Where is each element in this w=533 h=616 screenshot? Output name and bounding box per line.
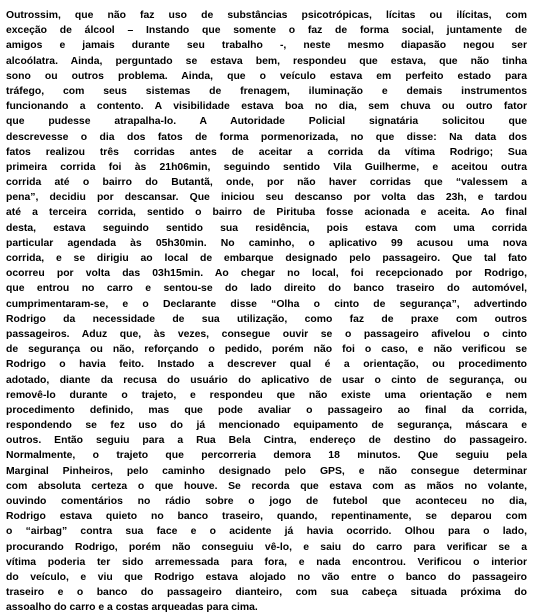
text-line: que pudesse atrapalha-lo. A Autoridade Policial signatária solicitou que xyxy=(6,116,527,128)
text-line: com absoluta certeza o que houve. Se recorda que estava com as mãos no volante, xyxy=(6,480,527,492)
text-line: Rodrigo o havia feito. Instado a descrever qual é a orientação, ou procedimento xyxy=(6,359,527,371)
text-line: descrevesse o dia dos fatos de forma pormenorizada, no que disse: Na data dos xyxy=(6,131,527,143)
text-line: tráfego, com seus sistemas de frenagem, iluminação e demais instrumentos xyxy=(6,85,527,97)
text-line: sono ou outros problema. Ainda, que o veículo estava em perfeito estado para xyxy=(6,70,527,82)
text-line: de segurança ou não, reforçando o pedido, porém não foi o caso, e não verificou se xyxy=(6,344,527,356)
text-line: respondendo se fez uso do já mencionado equipamento de segurança, máscara e xyxy=(6,420,527,432)
text-line: que entrou no carro e sentou-se do lado direito do banco traseiro do automóvel, xyxy=(6,283,527,295)
text-line: adotado, diante da recusa do usuário do aplicativo de usar o cinto de segurança, ou xyxy=(6,374,527,386)
text-line: removê-lo durante o trajeto, e respondeu que não existe uma orientação e nem xyxy=(6,389,527,401)
text-line: outros. Então seguiu para a Rua Bela Cintra, endereço de destino do passageiro. xyxy=(6,435,527,447)
text-line: Outrossim, que não faz uso de substâncias psicotrópicas, lícitas ou ilícitas, com xyxy=(6,10,527,21)
text-line: ouvindo comentários no rádio sobre o jogo de futebol que aconteceu no dia, xyxy=(6,496,527,507)
text-line: amigos e jamais durante seu trabalho -, neste mesmo diapasão negou ser xyxy=(6,40,527,52)
text-line: traseiro e o banco do passageiro dianteiro, com sua cabeça situada próxima do xyxy=(6,587,527,599)
text-line: corrida até o bairro do Butantã, onde, por não haver corridas que “valessem a xyxy=(6,177,527,189)
text-line: exceção de álcool – Instando que somente o faz de forma social, juntamente de xyxy=(6,25,527,37)
text-line: do veículo, e viu que Rodrigo estava alojado no vão entre o banco do passageiro xyxy=(6,571,527,583)
text-line: primeira corrida foi às 21h06min, seguindo sentido Vila Guilherme, e aceitou outra xyxy=(6,161,527,173)
text-line: o “airbag” contra sua face e o acidente já havia ocorrido. Olhou para o lado, xyxy=(6,526,527,538)
text-line: Rodrigo estava quieto no banco traseiro, quando, repentinamente, se deparou com xyxy=(6,511,527,523)
text-line: passageiros. Aduz que, às vezes, consegue ouvir se o passageiro afivelou o cinto xyxy=(6,328,527,340)
text-line: vítima poderia ter sido arremessada para fora, e nada encontrou. Verificou o interior xyxy=(6,556,527,568)
testimony-paragraph xyxy=(6,8,527,616)
text-line: cumprimentaram-se, e o Declarante disse “Olha o cinto de segurança”, advertindo xyxy=(6,298,527,310)
text-line: desta, estava seguindo sentido sua residência, pois estava com uma corrida xyxy=(6,222,527,234)
text-line: fatos realizou três corridas antes de aceitar a corrida da vítima Rodrigo; Sua xyxy=(6,146,527,158)
text-line: procurando Rodrigo, porém não conseguiu vê-lo, e saiu do carro para verificar se a xyxy=(6,541,527,553)
text-line: corrida, e se dirigiu ao local de embarque designado pelo passageiro. Que tal fato xyxy=(6,253,527,264)
text-line: até a terceira corrida, sentido o bairro de Pirituba fosse acionada e aceita. Ao final xyxy=(6,207,527,219)
text-line: alcoólatra. Ainda, perguntado se estava bem, respondeu que estava, que não tinha xyxy=(6,55,527,67)
text-line: particular agendada às 05h30min. No caminho, o aplicativo 99 acusou uma nova xyxy=(6,237,527,249)
text-line: pena”, decidiu por descansar. Que iniciou seu descanso por volta das 23h, e tardou xyxy=(6,192,527,204)
text-line: funcionando a contento. A visibilidade estava boa no dia, sem chuva ou outro fator xyxy=(6,101,527,113)
text-line: Rodrigo da necessidade de sua utilização, como faz de praxe com outros xyxy=(6,313,527,325)
text-line: Marginal Pinheiros, pelo caminho designado pelo GPS, e não consegue determinar xyxy=(6,465,527,477)
text-line: assoalho do carro e a costas arqueadas para cima. xyxy=(6,602,258,614)
text-line: procedimento definido, mas que pode avaliar o passageiro ao final da corrida, xyxy=(6,404,527,416)
text-line: ocorreu por volta das 03h15min. Ao chegar no local, foi recepcionado por Rodrigo, xyxy=(6,268,527,280)
text-line: Normalmente, o trajeto que percorreria demora 18 minutos. Que seguiu pela xyxy=(6,450,527,462)
